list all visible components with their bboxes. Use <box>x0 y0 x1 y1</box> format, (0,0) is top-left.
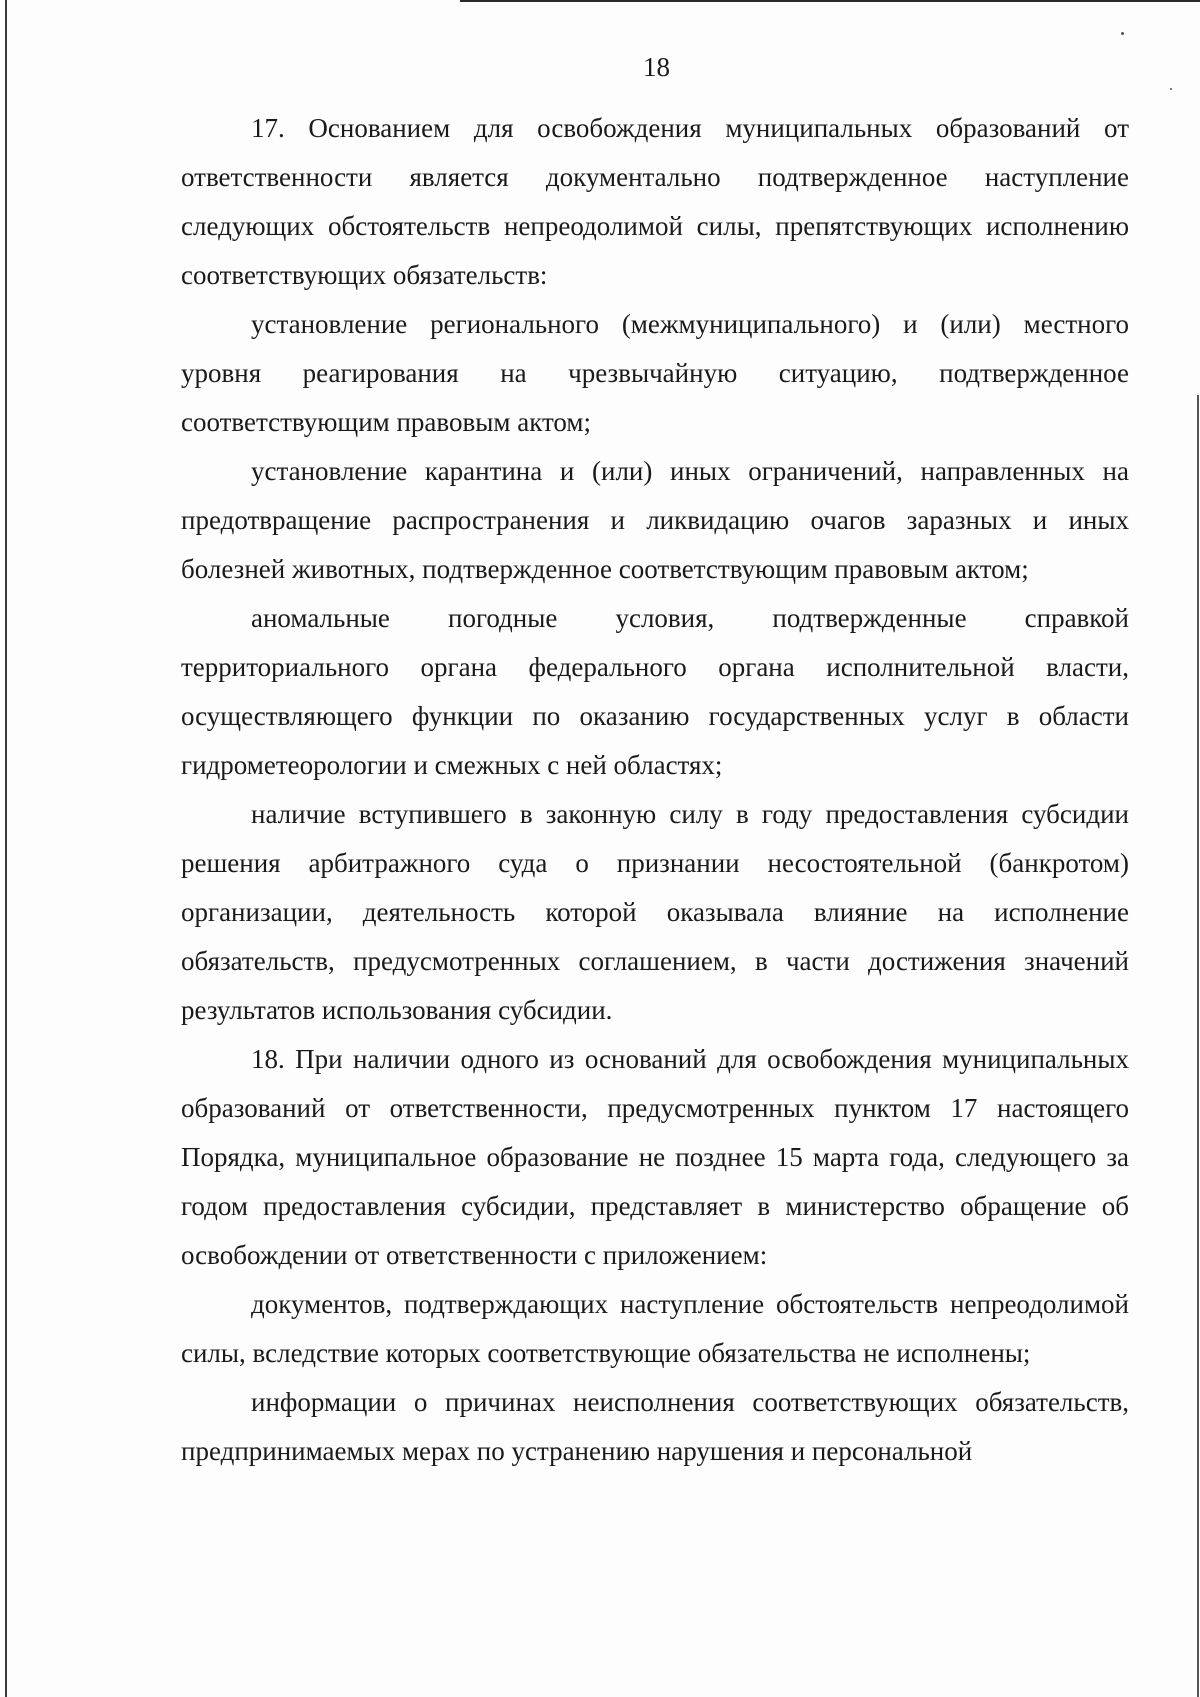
paragraph-18: 18. При наличии одного из оснований для освобождения муниципальных образований от ответственности, предусмотренных пунктом 17 настоящего Порядка, муниципальное образование не позднее 15 марта года, следующего за годом предоставления субсидии, представляет в министерство обращение об освобождении от ответственности с приложением: <box>181 1044 1129 1270</box>
scan-edge-right <box>1197 395 1199 1697</box>
scan-edge-top <box>460 0 1200 2</box>
list-item-emergency-response: установление регионального (межмуниципального) и (или) местного уровня реагирования на чрезвычайную ситуацию, подтвержденное соответствующим правовым актом; <box>181 309 1129 437</box>
scan-edge-left <box>5 0 7 1697</box>
page-number: 18 <box>643 52 670 82</box>
document-body <box>181 104 1129 1476</box>
scan-speck <box>1170 88 1172 90</box>
paragraph-17: 17. Основанием для освобождения муниципальных образований от ответственности является документально подтвержденное наступление следующих обстоятельств непреодолимой силы, препятствующих исполнению соответствующих обязательств: <box>181 113 1129 290</box>
list-item-information: информации о причинах неисполнения соответствующих обязательств, предпринимаемых мерах по устранению нарушения и персональной <box>181 1387 1129 1466</box>
scan-speck <box>1121 32 1124 35</box>
list-item-documents: документов, подтверждающих наступление обстоятельств непреодолимой силы, вследствие которых соответствующие обязательства не исполнены; <box>181 1289 1129 1368</box>
list-item-quarantine: установление карантина и (или) иных ограничений, направленных на предотвращение распространения и ликвидацию очагов заразных и иных болезней животных, подтвержденное соответствующим правовым актом; <box>181 456 1129 584</box>
list-item-weather-conditions: аномальные погодные условия, подтвержденные справкой территориального органа федерального органа исполнительной власти, осуществляющего функции по оказанию государственных услуг в области гидрометеорологии и смежных с ней областях; <box>181 603 1129 780</box>
list-item-bankruptcy-ruling: наличие вступившего в законную силу в году предоставления субсидии решения арбитражного суда о признании несостоятельной (банкротом) организации, деятельность которой оказывала влияние на исполнение обязательств, предусмотренных соглашением, в части достижения значений результатов использования субсидии. <box>181 799 1129 1025</box>
